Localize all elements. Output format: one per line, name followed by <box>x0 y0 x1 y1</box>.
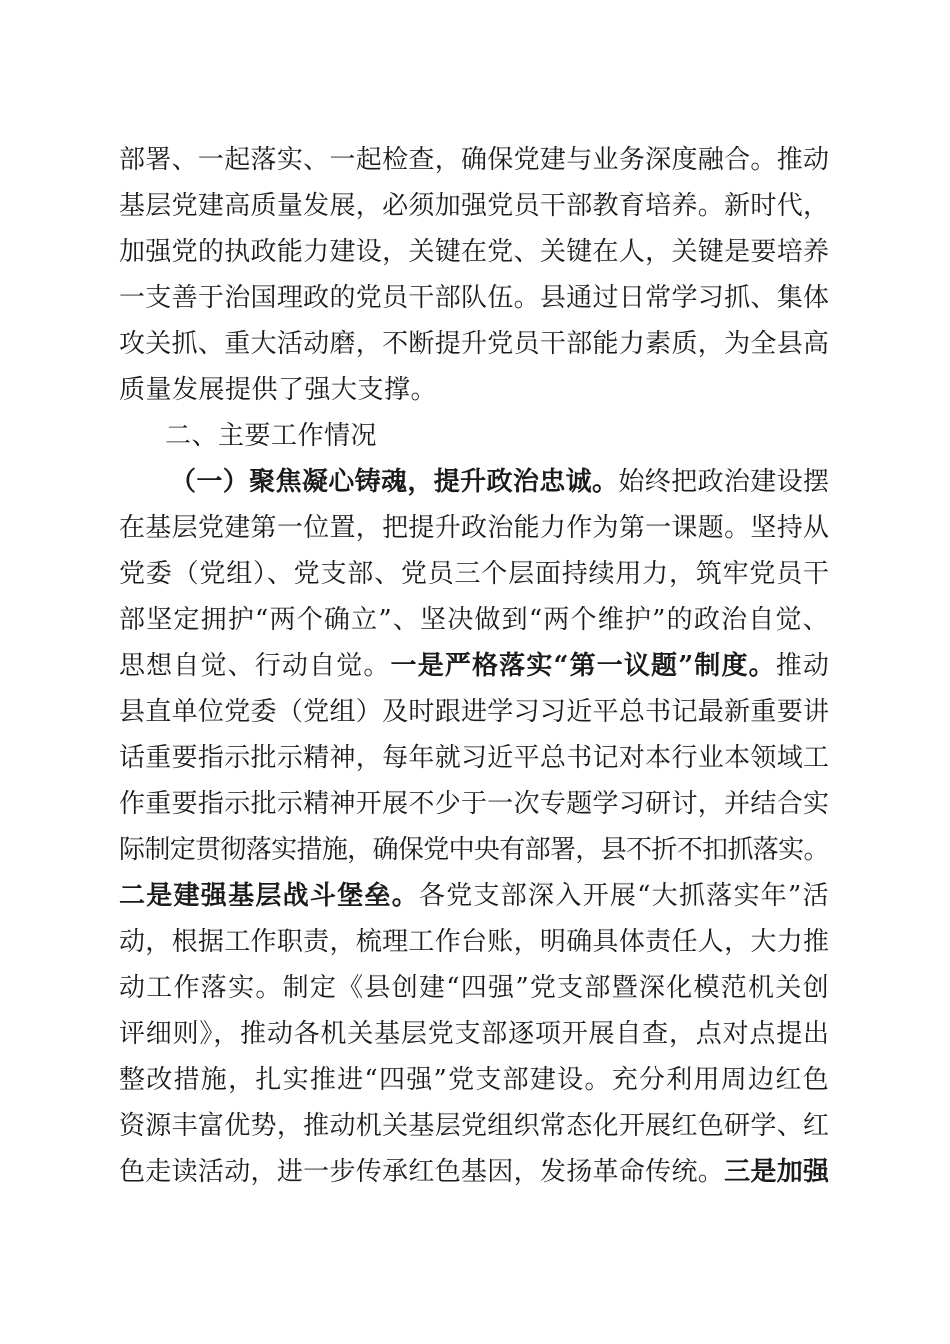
text-segment: 作重要指示批示精神开展不少于一次专题学习研讨，并结合实 <box>119 789 830 819</box>
text-segment: 县直单位党委（党组）及时跟进学习习近平总书记最新重要讲 <box>119 697 830 727</box>
text-segment: 整改措施，扎实推进“四强”党支部建设。充分利用周边红色 <box>119 1065 830 1095</box>
text-segment: 色走读活动，进一步传承红色基因，发扬革命传统。 <box>119 1157 725 1187</box>
text-segment: 思想自觉、行动自觉。 <box>119 651 391 681</box>
text-line <box>119 278 829 318</box>
bold-phrase: （一）聚焦凝心铸魂，提升政治忠诚。 <box>170 467 619 497</box>
bold-phrase: 三是加强 <box>724 1157 830 1187</box>
text-segment: 推动 <box>775 651 831 681</box>
text-line <box>119 876 830 916</box>
text-line <box>119 508 829 548</box>
text-line <box>119 784 829 824</box>
text-segment: 各党支部深入开展“大抓落实年”活 <box>418 881 830 911</box>
text-segment: 始终把政治建设摆 <box>618 467 830 497</box>
text-segment: 一支善于治国理政的党员干部队伍。县通过日常学习抓、集体 <box>119 283 830 313</box>
text-line <box>119 646 830 686</box>
text-segment: 动工作落实。制定《县创建“四强”党支部暨深化模范机关创 <box>119 973 830 1003</box>
text-segment: 党委（党组）、党支部、党员三个层面持续用力，筑牢党员干 <box>119 559 830 589</box>
text-line <box>170 462 829 502</box>
text-line <box>119 186 829 226</box>
text-line <box>119 830 829 870</box>
text-line <box>119 1060 830 1100</box>
text-line <box>119 554 830 594</box>
text-segment: 攻关抓、重大活动磨，不断提升党员干部能力素质，为全县高 <box>119 329 830 359</box>
text-line <box>119 738 829 778</box>
text-line <box>119 370 437 410</box>
text-segment: 基层党建高质量发展，必须加强党员干部教育培养。新时代， <box>119 191 830 221</box>
text-line <box>119 1014 830 1054</box>
text-line <box>119 692 829 732</box>
bold-phrase: 二是建强基层战斗堡垒。 <box>119 881 419 911</box>
text-segment: 质量发展提供了强大支撑。 <box>119 375 438 405</box>
text-segment: 评细则》，推动各机关基层党支部逐项开展自查，点对点提出 <box>119 1019 830 1049</box>
section-heading <box>165 416 377 456</box>
text-segment: 动，根据工作职责，梳理工作台账，明确具体责任人，大力推 <box>119 927 830 957</box>
text-line <box>119 232 829 272</box>
text-segment: 二、主要工作情况 <box>165 421 378 451</box>
text-segment: 加强党的执政能力建设，关键在党、关键在人，关键是要培养 <box>119 237 830 267</box>
text-line <box>119 1106 829 1146</box>
text-segment: 部署、一起落实、一起检查，确保党建与业务深度融合。推动 <box>119 145 830 175</box>
text-line <box>119 140 829 180</box>
text-line <box>119 600 830 640</box>
text-segment: 在基层党建第一位置，把提升政治能力作为第一课题。坚持从 <box>119 513 830 543</box>
text-segment: 际制定贯彻落实措施，确保党中央有部署，县不折不扣抓落实。 <box>119 835 829 865</box>
text-line <box>119 922 829 962</box>
text-line <box>119 1152 829 1192</box>
bold-phrase: 一是严格落实“第一议题”制度。 <box>390 651 776 681</box>
text-line <box>119 968 830 1008</box>
text-segment: 资源丰富优势，推动机关基层党组织常态化开展红色研学、红 <box>119 1111 830 1141</box>
text-segment: 话重要指示批示精神，每年就习近平总书记对本行业本领域工 <box>119 743 830 773</box>
text-line <box>119 324 829 364</box>
text-segment: 部坚定拥护“两个确立”、坚决做到“两个维护”的政治自觉、 <box>119 605 830 635</box>
